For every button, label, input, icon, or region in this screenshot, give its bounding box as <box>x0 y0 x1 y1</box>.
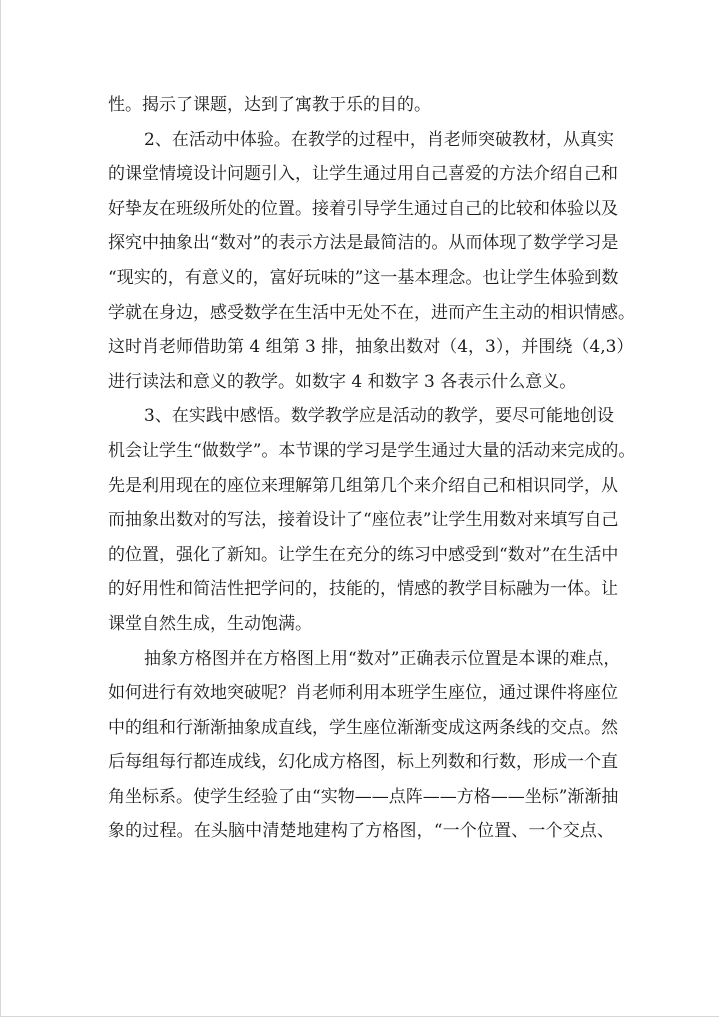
text-line: “现实的，有意义的，富好玩味的”这一基本理念。也让学生体验到数 <box>108 267 619 288</box>
document-body <box>108 88 636 849</box>
text-line: 课堂自然生成，生动饱满。 <box>108 613 312 634</box>
text-line: 进行读法和意义的教学。如数字 4 和数字 3 各表示什么意义。 <box>108 371 577 392</box>
text-line: 中的组和行渐渐抽象成直线，学生座位渐渐变成这两条线的交点。然 <box>108 717 618 738</box>
text-line: 好挚友在班级所处的位置。接着引导学生通过自己的比较和体验以及 <box>108 198 618 219</box>
paragraph-insight-in-practice <box>108 399 636 641</box>
text-line: 的好用性和简洁性把学问的，技能的，情感的教学目标融为一体。让 <box>108 579 618 600</box>
paragraph-grid-abstraction <box>108 642 621 850</box>
text-line: 3、在实践中感悟。数学教学应是活动的教学，要尽可能地创设 <box>144 406 614 427</box>
text-line: 角坐标系。使学生经验了由“实物——点阵——方格——坐标”渐渐抽 <box>108 786 619 807</box>
text-line: 如何进行有效地突破呢？肖老师利用本班学生座位，通过课件将座位 <box>108 683 618 704</box>
text-line: 性。揭示了课题，达到了寓教于乐的目的。 <box>108 95 431 115</box>
paragraph-experience-in-activity <box>108 123 635 400</box>
text-line: 而抽象出数对的写法，接着设计了“座位表”让学生用数对来填写自己 <box>108 510 619 531</box>
text-line: 抽象方格图并在方格图上用“数对”正确表示位置是本课的难点， <box>144 648 621 669</box>
text-line: 的课堂情境设计问题引入，让学生通过用自己喜爱的方法介绍自己和 <box>108 164 618 185</box>
text-line: 先是利用现在的座位来理解第几组第几个来介绍自己和相识同学，从 <box>108 475 618 496</box>
text-line: 2、在活动中体验。在教学的过程中，肖老师突破教材，从真实 <box>144 129 614 150</box>
paragraph-continuation <box>108 88 614 123</box>
text-line: 象的过程。在头脑中清楚地建构了方格图，“一个位置、一个交点、 <box>108 821 614 842</box>
text-line: 后每组每行都连成线，幻化成方格图，标上列数和行数，形成一个直 <box>108 752 618 773</box>
text-line: 机会让学生“做数学”。本节课的学习是学生通过大量的活动来完成的。 <box>108 440 636 461</box>
text-line: 的位置，强化了新知。让学生在充分的练习中感受到“数对”在生活中 <box>108 544 619 565</box>
text-line: 这时肖老师借助第 4 组第 3 排，抽象出数对（4，3），并围绕（4,3） <box>108 337 634 358</box>
text-line: 探究中抽象出“数对”的表示方法是最简洁的。从而体现了数学学习是 <box>108 233 619 254</box>
text-line: 学就在身边，感受数学在生活中无处不在，进而产生主动的相识情感。 <box>108 302 635 323</box>
